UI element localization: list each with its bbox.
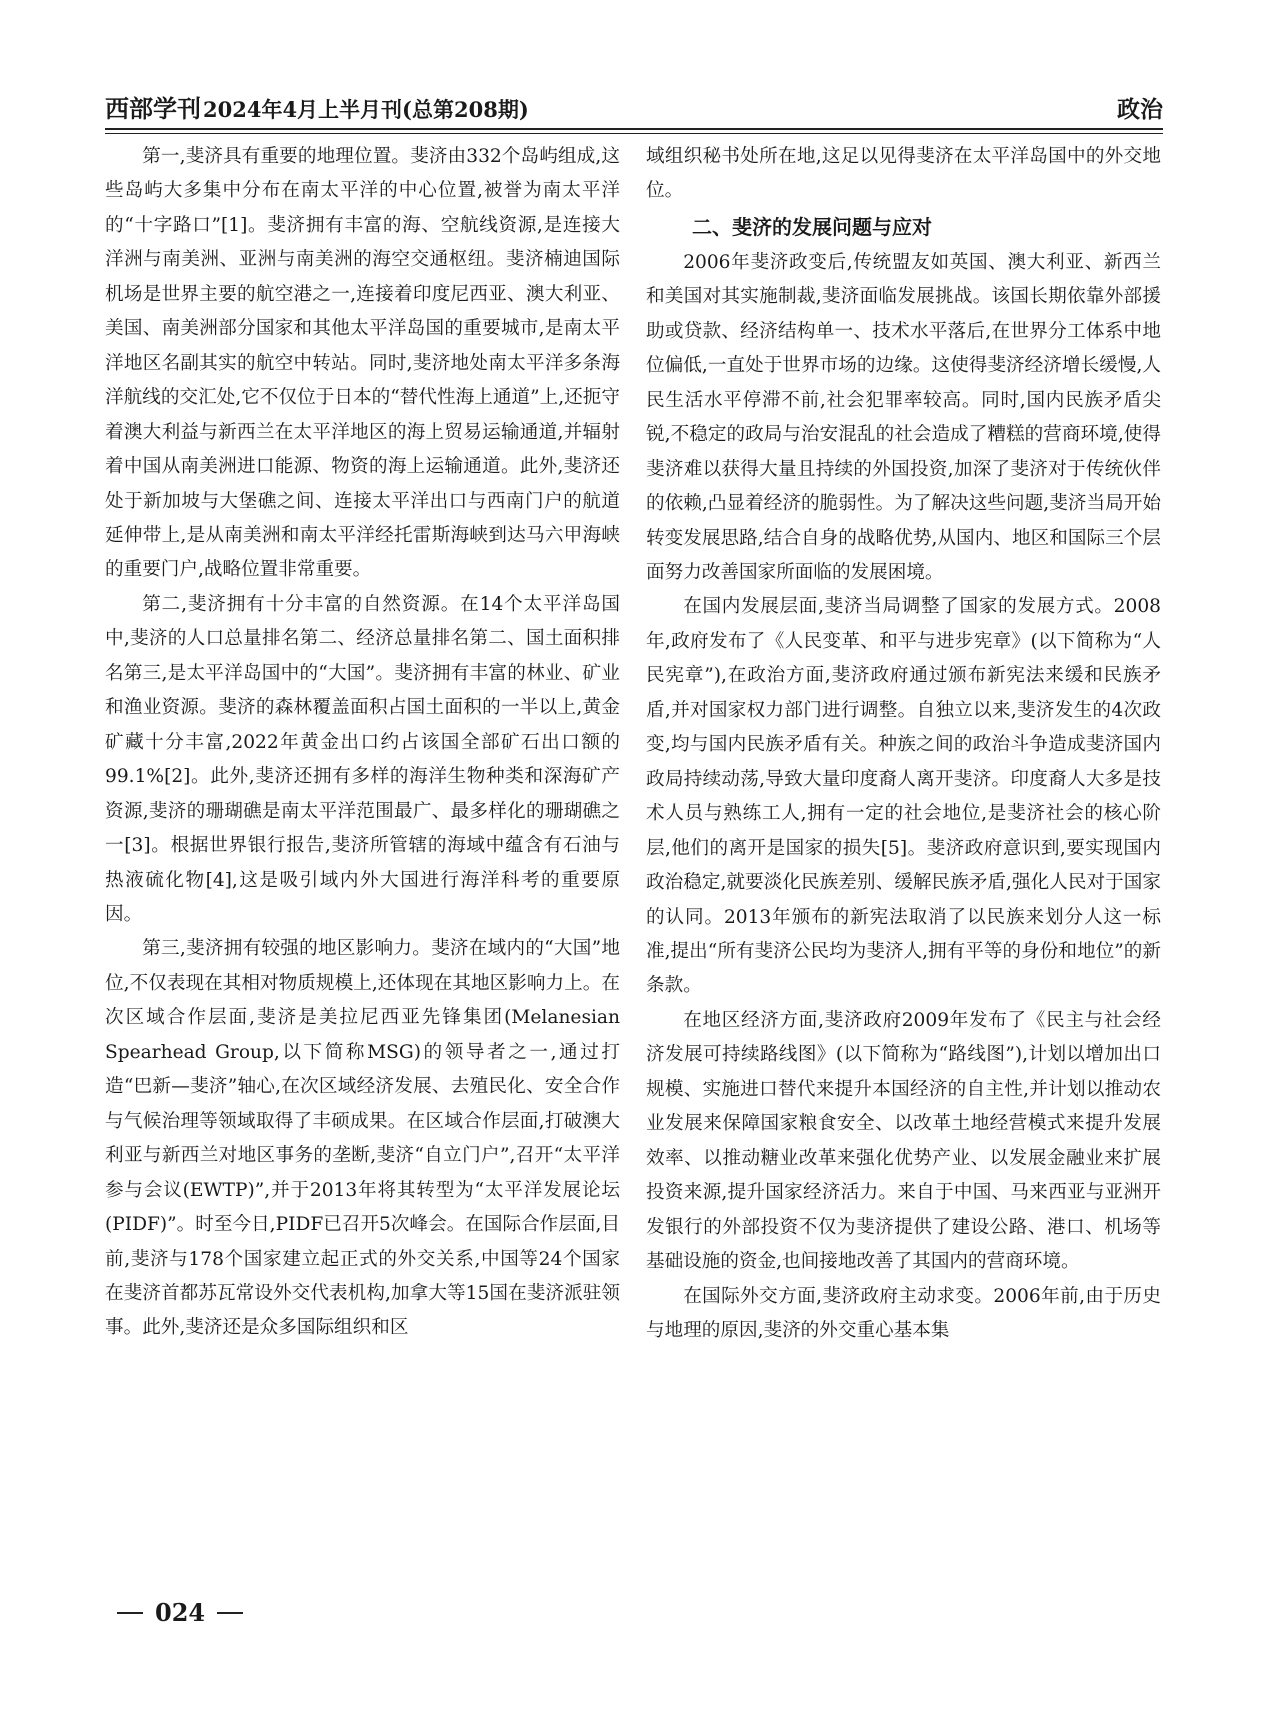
paragraph: 第二,斐济拥有十分丰富的自然资源。在14个太平洋岛国中,斐济的人口总量排名第二、经济总量排名第二、国土面积排名第三,是太平洋岛国中的“大国”。斐济拥有丰富的林业、矿业和渔业资源。斐济的森林覆盖面积占国土面积的一半以上,黄金矿藏十分丰富,2022年黄金出口约占该国全部矿石出口额的99.1%[2]。此外,斐济还拥有多样的海洋生物种类和深海矿产资源,斐济的珊瑚礁是南太平洋范围最广、最多样化的珊瑚礁之一[3]。根据世界银行报告,斐济所管辖的海域中蕴含有石油与热液硫化物[4],这是吸引域内外大国进行海洋科考的重要原因。 <box>105 593 620 925</box>
header-rule-thick <box>105 128 1163 130</box>
paragraph: 在地区经济方面,斐济政府2009年发布了《民主与社会经济发展可持续路线图》(以下简称为“路线图”),计划以增加出口规模、实施进口替代来提升本国经济的自主性,并计划以推动农业发展来保障国家粮食安全、以改革土地经营模式来提升发展效率、以推动糖业改革来强化优势产业、以发展金融业来扩展投资来源,提升国家经济活力。来自于中国、马来西亚与亚洲开发银行的外部投资不仅为斐济提供了建设公路、港口、机场等基础设施的资金,也间接地改善了其国内的营商环境。 <box>646 1009 1161 1273</box>
paragraph: 2006年斐济政变后,传统盟友如英国、澳大利亚、新西兰和美国对其实施制裁,斐济面临发展挑战。该国长期依靠外部援助或贷款、经济结构单一、技术水平落后,在世界分工体系中地位偏低,一直处于世界市场的边缘。这使得斐济经济增长缓慢,人民生活水平停滞不前,社会犯罪率较高。同时,国内民族矛盾尖锐,不稳定的政局与治安混乱的社会造成了糟糕的营商环境,使得斐济难以获得大量且持续的外国投资,加深了斐济对于传统伙伴的依赖,凸显着经济的脆弱性。为了解决这些问题,斐济当局开始转变发展思路,结合自身的战略优势,从国内、地区和国际三个层面努力改善国家所面临的发展困境。 <box>646 251 1161 583</box>
footer-dash-left <box>117 1612 143 1614</box>
page-number: 024 <box>155 1598 206 1627</box>
section-heading: 二、斐济的发展问题与应对 <box>692 214 932 239</box>
section-label: 政治 <box>1117 96 1163 123</box>
paragraph: 在国际外交方面,斐济政府主动求变。2006年前,由于历史与地理的原因,斐济的外交重心基本集 <box>646 1285 1161 1341</box>
journal-title <box>105 89 529 124</box>
paragraph: 在国内发展层面,斐济当局调整了国家的发展方式。2008年,政府发布了《人民变革、和平与进步宪章》(以下简称为“人民宪章”),在政治方面,斐济政府通过颁布新宪法来缓和民族矛盾,并对国家权力部门进行调整。自独立以来,斐济发生的4次政变,均与国内民族矛盾有关。种族之间的政治斗争造成斐济国内政局持续动荡,导致大量印度裔人离开斐济。印度裔人大多是技术人员与熟练工人,拥有一定的社会地位,是斐济社会的核心阶层,他们的离开是国家的损失[5]。斐济政府意识到,要实现国内政治稳定,就要淡化民族差别、缓解民族矛盾,强化人民对于国家的认同。2013年颁布的新宪法取消了以民族来划分人这一标准,提出“所有斐济公民均为斐济人,拥有平等的身份和地位”的新条款。 <box>646 596 1161 997</box>
right-column <box>646 140 1161 1348</box>
paragraph-continued: 域组织秘书处所在地,这足以见得斐济在太平洋岛国中的外交地位。 <box>646 146 1161 202</box>
footer-dash-right <box>217 1612 243 1614</box>
running-header <box>105 88 1163 124</box>
journal-logo: 西部学刊 <box>105 94 201 123</box>
paragraph: 第三,斐济拥有较强的地区影响力。斐济在域内的“大国”地位,不仅表现在其相对物质规模上,还体现在其地区影响力上。在次区域合作层面,斐济是美拉尼西亚先锋集团(Melanesian Spearhead Group,以下简称MSG)的领导者之一,通过打造“巴新—斐济”轴心,在次区域经济发展、去殖民化、安全合作与气候治理等领域取得了丰硕成果。在区域合作层面,打破澳大利亚与新西兰对地区事务的垄断,斐济“自立门户”,召开“太平洋参与会议(EWTP)”,并于2013年将其转型为“太平洋发展论坛(PIDF)”。时至今日,PIDF已召开5次峰会。在国际合作层面,目前,斐济与178个国家建立起正式的外交关系,中国等24个国家在斐济首都苏瓦常设外交代表机构,加拿大等15国在斐济派驻领事。此外,斐济还是众多国际组织和区 <box>105 938 620 1339</box>
page-footer <box>105 1598 255 1627</box>
left-column <box>105 140 620 1346</box>
header-rule-thin <box>105 133 1163 134</box>
paragraph: 第一,斐济具有重要的地理位置。斐济由332个岛屿组成,这些岛屿大多集中分布在南太平洋的中心位置,被誉为南太平洋的“十字路口”[1]。斐济拥有丰富的海、空航线资源,是连接大洋洲与南美洲、亚洲与南美洲的海空交通枢纽。斐济楠迪国际机场是世界主要的航空港之一,连接着印度尼西亚、澳大利亚、美国、南美洲部分国家和其他太平洋岛国的重要城市,是南太平洋地区名副其实的航空中转站。同时,斐济地处南太平洋多条海洋航线的交汇处,它不仅位于日本的“替代性海上通道”上,还扼守着澳大利益与新西兰在太平洋地区的海上贸易运输通道,并辐射着中国从南美洲进口能源、物资的海上运输通道。此外,斐济还处于新加坡与大堡礁之间、连接太平洋出口与西南门户的航道延伸带上,是从南美洲和南太平洋经托雷斯海峡到达马六甲海峡的重要门户,战略位置非常重要。 <box>105 146 620 581</box>
issue-info: 2024年4月上半月刊(总第208期) <box>203 97 529 122</box>
